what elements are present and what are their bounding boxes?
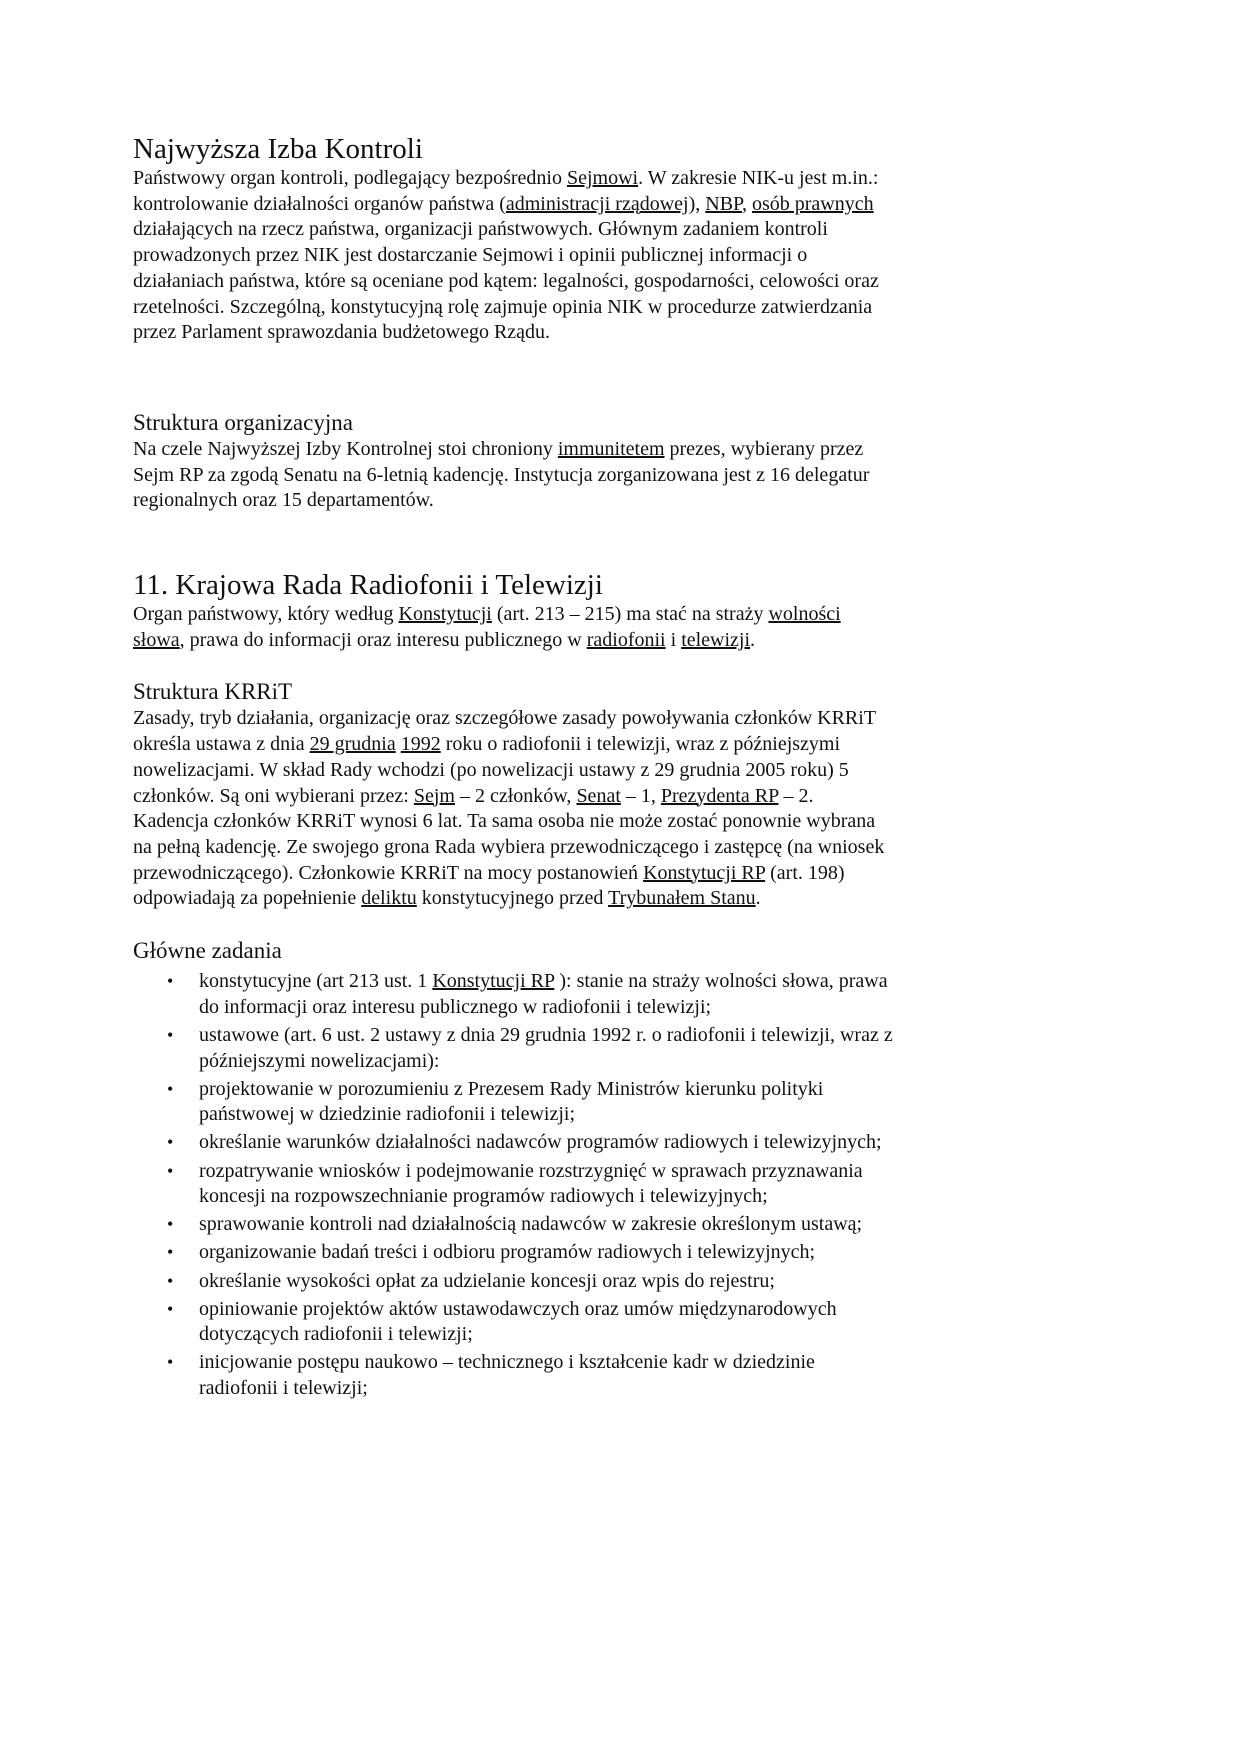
bullet-icon: • [167,1078,174,1099]
text-run: konstytucyjnego przed [416,887,609,910]
hyperlink[interactable]: Konstytucji [398,603,492,626]
text-line [133,628,1013,654]
paragraph [133,602,1013,653]
list-item [133,1297,1013,1348]
text-line [133,706,1013,732]
text-line [199,1376,1013,1402]
text-run: członków. Są oni wybierani przez: [133,784,414,807]
text-run: określanie wysokości opłat za udzielanie koncesji oraz wpis do rejestru; [199,1269,775,1292]
text-run: (art. 198) [765,861,845,884]
text-run: organizowanie badań treści i odbioru programów radiowych i telewizyjnych; [199,1241,816,1264]
hyperlink[interactable]: Sejm [413,784,455,807]
text-run: , [741,192,752,215]
text-line [133,295,1013,321]
hyperlink[interactable]: NBP [705,192,742,215]
text-run: późniejszymi nowelizacjami): [199,1049,440,1072]
text-run: rzetelności. Szczególną, konstytucyjną rolę zajmuje opinia NIK w procedurze zatwierdzania [133,295,873,318]
text-run: ustawowe (art. 6 ust. 2 ustawy z dnia 29 grudnia 1992 r. o radiofonii i telewizji, wraz z [199,1023,893,1046]
text-run: (art. 213 – 215) ma stać na straży [491,603,769,626]
text-run: państwowej w dziedzinie radiofonii i telewizji; [199,1103,575,1126]
hyperlink[interactable]: Konstytucji RP [643,861,766,884]
text-line [199,1322,1013,1348]
text-run: , prawa do informacji oraz interesu publicznego w [179,628,587,651]
text-run: kontrolowanie działalności organów państwa ( [133,192,506,215]
list-item [133,1130,1013,1156]
text-line [199,1350,1013,1376]
text-line [199,969,1013,995]
text-line [199,1240,1013,1266]
hyperlink[interactable]: Prezydenta RP [660,784,779,807]
paragraph [133,166,1013,346]
bullet-icon: • [167,1024,174,1045]
text-run: ), [688,192,706,215]
text-line [133,784,1013,810]
text-line [199,995,1013,1021]
hyperlink[interactable]: Sejmowi [566,167,639,189]
text-line [199,1023,1013,1049]
text-run: Na czele Najwyższej Izby Kontrolnej stoi chroniony [133,437,558,460]
text-run: Kadencja członków KRRiT wynosi 6 lat. Ta sama osoba nie może zostać ponownie wybrana [133,810,876,833]
text-run: prowadzonych przez NIK jest dostarczanie Sejmowi i opinii publicznej informacji o [133,244,808,267]
document-page [133,132,1013,1404]
text-run: sprawowanie kontroli nad działalnością nadawców w zakresie określonym ustawą; [199,1213,863,1236]
text-run: i [665,628,682,651]
list-item [133,1077,1013,1128]
text-run: Zasady, tryb działania, organizację oraz szczegółowe zasady powoływania członków KRRiT [133,707,877,730]
bullet-icon: • [167,1242,174,1263]
section-heading: Główne zadania [133,938,282,964]
text-run: działających na rzecz państwa, organizacji państwowych. Głównym zadaniem kontroli [133,218,828,241]
hyperlink[interactable]: osób prawnych [751,192,874,215]
text-line [199,1159,1013,1185]
spacer [133,514,1013,568]
section-heading: Struktura KRRiT [133,679,293,705]
text-run: odpowiadają za popełnienie [133,887,362,910]
bullet-icon: • [167,1132,174,1153]
text-run: działaniach państwa, które są oceniane pod kątem: legalności, gospodarności, celowości oraz [133,269,879,292]
text-run: prezes, wybierany przez [664,437,864,460]
text-line [199,1184,1013,1210]
text-line [133,269,1013,295]
list-item [133,1269,1013,1295]
bullet-icon: • [167,1160,174,1181]
section-heading: Struktura organizacyjna [133,409,353,435]
text-line [133,835,1013,861]
hyperlink[interactable]: wolności [768,603,841,626]
bullet-icon: • [167,1298,174,1319]
list-item [133,1240,1013,1266]
hyperlink[interactable]: Trybunałem Stanu [608,887,756,910]
text-run: projektowanie w porozumieniu z Prezesem Rady Ministrów kierunku polityki [199,1077,824,1100]
text-run: Państwowy organ kontroli, podlegający bezpośrednio [133,167,567,189]
text-line [133,166,1013,192]
text-run: roku o radiofonii i telewizji, wraz z późniejszymi [440,733,841,756]
hyperlink[interactable]: Senat [576,784,621,807]
text-run: nowelizacjami. W skład Rady wchodzi (po nowelizacji ustawy z 29 grudnia 2005 roku) 5 [133,758,849,781]
list-item [133,1159,1013,1210]
text-run: . [750,628,756,651]
hyperlink[interactable]: słowa [133,628,180,651]
text-line [133,758,1013,784]
text-run: konstytucyjne (art 213 ust. 1 [199,970,433,993]
text-run: przewodniczącego). Członkowie KRRiT na mocy postanowień [133,861,644,884]
text-line [199,1049,1013,1075]
text-run: określa ustawa z dnia [133,733,310,756]
section-heading: Najwyższa Izba Kontroli [133,133,423,165]
hyperlink[interactable]: 29 grudnia [309,733,396,756]
text-line [199,1297,1013,1323]
text-run: radiofonii i telewizji; [199,1377,368,1400]
text-line [199,1102,1013,1128]
text-run: określanie warunków działalności nadawców programów radiowych i telewizyjnych; [199,1131,882,1154]
spacer [133,653,1013,678]
hyperlink[interactable]: radiofonii [586,628,666,651]
bullet-icon: • [167,1214,174,1235]
text-line [133,217,1013,243]
text-run: dotyczących radiofonii i telewizji; [199,1323,473,1346]
text-run: – 2. [778,784,814,807]
text-line [133,243,1013,269]
section-heading: 11. Krajowa Rada Radiofonii i Telewizji [133,569,603,602]
list-item [133,1212,1013,1238]
bullet-icon: • [167,1352,174,1373]
list-item [133,1350,1013,1401]
text-run: . W zakresie NIK-u jest m.in.: [638,167,879,189]
spacer [133,346,1013,409]
task-list [133,969,1013,1402]
hyperlink[interactable]: 1992 [400,733,441,756]
text-line [199,1130,1013,1156]
hyperlink[interactable]: administracji rządowej [505,192,689,215]
text-line [133,602,1013,628]
text-run: inicjowanie postępu naukowo – technicznego i kształcenie kadr w dziedzinie [199,1351,815,1374]
text-run: do informacji oraz interesu publicznego w radiofonii i telewizji; [199,995,712,1018]
text-line [133,463,1013,489]
bullet-icon: • [167,971,174,992]
text-line [133,192,1013,218]
text-run: – 2 członków, [454,784,577,807]
text-run: opiniowanie projektów aktów ustawodawczych oraz umów międzynarodowych [199,1297,837,1320]
text-line [199,1269,1013,1295]
spacer [133,912,1013,937]
text-run: – 1, [620,784,661,807]
list-item [133,1023,1013,1074]
text-run: ): stanie na straży wolności słowa, prawa [554,970,888,993]
text-run: regionalnych oraz 15 departamentów. [133,489,434,512]
text-line [199,1077,1013,1103]
hyperlink[interactable]: deliktu [361,887,417,910]
bullet-icon: • [167,1270,174,1291]
paragraph [133,706,1013,912]
text-run: rozpatrywanie wniosków i podejmowanie rozstrzygnięć w sprawach przyznawania [199,1159,863,1182]
text-line [133,732,1013,758]
text-line [133,488,1013,514]
text-run: przez Parlament sprawozdania budżetowego Rządu. [133,321,551,344]
paragraph [133,437,1013,514]
hyperlink[interactable]: immunitetem [557,437,665,460]
hyperlink[interactable]: Konstytucji RP [432,970,555,993]
list-item [133,969,1013,1020]
text-line [133,886,1013,912]
text-run: Organ państwowy, który według [133,603,399,626]
text-line [133,861,1013,887]
text-line [133,320,1013,346]
text-line [133,437,1013,463]
text-line [199,1212,1013,1238]
text-run: Sejm RP za zgodą Senatu na 6-letnią kadencję. Instytucja zorganizowana jest z 16 delegatur [133,463,870,486]
text-run: koncesji na rozpowszechnianie programów radiowych i telewizyjnych; [199,1185,768,1208]
hyperlink[interactable]: telewizji [681,628,751,651]
text-line [133,809,1013,835]
text-run: na pełną kadencję. Ze swojego grona Rada wybiera przewodniczącego i zastępcę (na wniosek [133,835,885,858]
text-run: . [755,887,761,910]
